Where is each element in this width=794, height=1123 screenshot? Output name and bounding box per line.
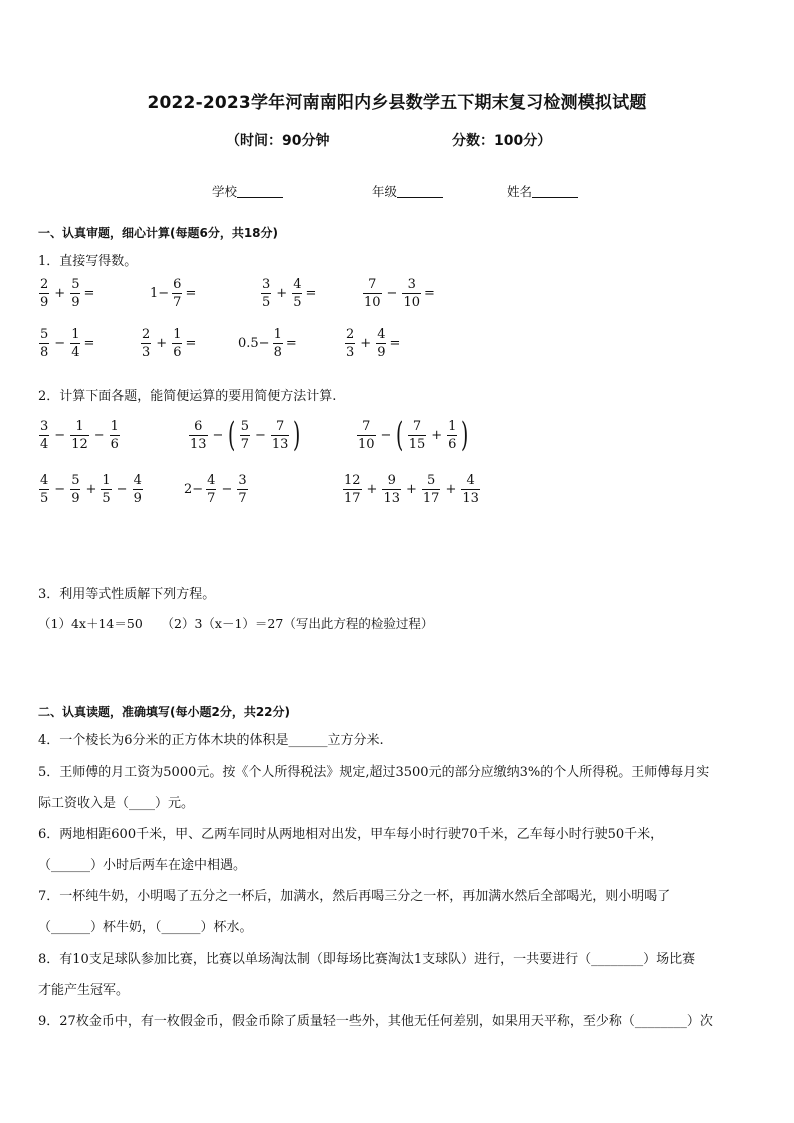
denominator: 6 <box>448 436 457 452</box>
numerator: 6 <box>173 277 182 292</box>
operator: + <box>366 482 378 497</box>
numerator: 4 <box>293 277 302 292</box>
question-2: 2．计算下面各题，能简便运算的要用简便方法计算. <box>38 389 337 404</box>
grade-field[interactable] <box>372 182 443 200</box>
numerator: 1 <box>102 473 111 488</box>
section-2-heading: 二、认真读题，准确填写(每小题2分，共22分) <box>38 705 291 719</box>
operator: − <box>54 482 66 497</box>
denominator: 6 <box>110 437 119 452</box>
denominator: 6 <box>173 345 182 360</box>
denominator: 10 <box>364 295 381 310</box>
denominator: 17 <box>422 491 440 506</box>
equals: = <box>83 286 95 301</box>
score-label: 分数：100分） <box>452 133 552 149</box>
fraction <box>172 328 182 359</box>
prefix: 2− <box>184 482 204 497</box>
q1-expr-h <box>344 328 400 359</box>
q1-expr-f <box>140 328 196 359</box>
denominator: 4 <box>40 437 49 452</box>
equals: = <box>185 336 197 351</box>
fraction <box>292 278 302 309</box>
numerator: 1 <box>273 327 282 342</box>
denominator: 5 <box>102 491 111 506</box>
q1-expr-b <box>150 278 196 309</box>
numerator: 3 <box>407 277 416 292</box>
numerator: 2 <box>346 327 355 342</box>
numerator: 3 <box>262 277 271 292</box>
operator: + <box>360 336 372 351</box>
operator: − <box>255 427 266 443</box>
denominator: 3 <box>142 345 151 360</box>
question-6-line-1: 6．两地相距600千米，甲、乙两车同时从两地相对出发，甲车每小时行驶70千米，乙车每小时行驶50千米， <box>38 827 664 842</box>
right-paren: ) <box>293 415 301 455</box>
section-1-heading: 一、认真审题，细心计算(每题6分，共18分) <box>38 226 279 240</box>
operator: + <box>85 482 97 497</box>
numerator: 4 <box>466 473 475 488</box>
operator: − <box>54 428 66 443</box>
question-4: 4．一个棱长为6分米的正方体木块的体积是______立方分米. <box>38 733 384 748</box>
page-title: 2022-2023学年河南南阳内乡县数学五下期末复习检测模拟试题 <box>147 93 647 113</box>
school-blank[interactable] <box>237 184 283 198</box>
denominator: 7 <box>207 491 216 506</box>
denominator: 9 <box>71 295 80 310</box>
denominator: 9 <box>377 345 386 360</box>
denominator: 15 <box>408 436 426 452</box>
denominator: 5 <box>40 491 49 506</box>
question-8-line-2: 才能产生冠军。 <box>38 983 130 998</box>
fraction <box>273 328 283 359</box>
operator: + <box>54 286 66 301</box>
grade-blank[interactable] <box>397 184 443 198</box>
denominator: 8 <box>40 345 49 360</box>
fraction <box>39 328 49 359</box>
right-paren: ) <box>461 415 469 455</box>
question-5-line-1: 5．王师傅的月工资为5000元。按《个人所得税法》规定,超过3500元的部分应缴纳3%的个人所得税。王师傅每月实 <box>38 765 710 780</box>
q2-expr-a <box>38 420 121 451</box>
equals: = <box>285 336 297 351</box>
denominator: 10 <box>403 295 420 310</box>
numerator: 1 <box>448 418 457 434</box>
fraction <box>70 278 80 309</box>
numerator: 5 <box>40 327 49 342</box>
denominator: 5 <box>293 295 302 310</box>
fraction <box>172 278 182 309</box>
q1-expr-g <box>238 328 297 359</box>
name-label: 姓名 <box>507 184 533 199</box>
left-paren: ( <box>396 415 404 455</box>
denominator: 3 <box>346 345 355 360</box>
question-3: 3．利用等式性质解下列方程。 <box>38 587 216 602</box>
name-field[interactable] <box>507 182 578 200</box>
denominator: 7 <box>240 436 249 452</box>
denominator: 13 <box>190 436 207 452</box>
denominator: 9 <box>71 491 80 506</box>
operator: − <box>221 482 233 497</box>
numerator: 5 <box>240 418 249 434</box>
fraction <box>363 278 382 309</box>
numerator: 6 <box>194 418 203 434</box>
denominator: 13 <box>271 436 289 452</box>
question-7-line-2: （______）杯牛奶，（______）杯水。 <box>38 920 253 935</box>
numerator: 1 <box>71 327 80 342</box>
question-6-line-2: （______）小时后两车在途中相遇。 <box>38 858 247 873</box>
operator: − <box>212 427 224 443</box>
denominator: 10 <box>358 436 375 452</box>
q2-expr-d <box>38 474 144 505</box>
numerator: 7 <box>362 418 371 434</box>
numerator: 1 <box>75 419 84 434</box>
numerator: 5 <box>71 473 80 488</box>
q2-expr-c <box>356 415 470 455</box>
denominator: 17 <box>344 491 361 506</box>
numerator: 4 <box>133 473 142 488</box>
time-label: （时间：90分钟 <box>226 133 330 149</box>
operator: + <box>276 286 288 301</box>
fraction <box>376 328 386 359</box>
numerator: 4 <box>207 473 216 488</box>
q1-expr-c <box>260 278 316 309</box>
numerator: 1 <box>110 419 119 434</box>
numerator: 7 <box>276 418 285 434</box>
fraction <box>70 328 80 359</box>
question-8-line-1: 8．有10支足球队参加比赛，比赛以单场淘汰制（即每场比赛淘汰1支球队）进行，一共要进行（________）场比赛 <box>38 952 696 967</box>
numerator: 3 <box>40 419 49 434</box>
numerator: 1 <box>173 327 182 342</box>
fraction <box>402 278 421 309</box>
denominator: 13 <box>462 491 479 506</box>
grade-label: 年级 <box>372 184 398 199</box>
numerator: 5 <box>71 277 80 292</box>
numerator: 7 <box>412 418 422 434</box>
operator: − <box>116 482 128 497</box>
denominator: 9 <box>133 491 142 506</box>
operator: + <box>406 482 417 497</box>
question-3-equations: （1）4x＋14＝50 （2）3（x－1）＝27（写出此方程的检验过程） <box>38 616 434 631</box>
name-blank[interactable] <box>532 184 578 198</box>
question-7-line-1: 7．一杯纯牛奶，小明喝了五分之一杯后，加满水，然后再喝三分之一杯，再加满水然后全部喝光，则小明喝了 <box>38 889 671 904</box>
denominator: 13 <box>383 491 400 506</box>
prefix: 1− <box>150 286 170 301</box>
denominator: 4 <box>71 345 80 360</box>
operator: + <box>445 482 457 497</box>
left-paren: ( <box>228 415 236 455</box>
numerator: 5 <box>427 473 436 488</box>
fraction <box>261 278 271 309</box>
question-1: 1．直接写得数。 <box>38 254 138 269</box>
operator: + <box>156 336 168 351</box>
q1-expr-e <box>38 328 94 359</box>
denominator: 7 <box>238 491 247 506</box>
numerator: 7 <box>368 277 377 292</box>
denominator: 12 <box>71 437 88 452</box>
equals: = <box>83 336 95 351</box>
q2-expr-e <box>184 474 249 505</box>
denominator: 7 <box>173 295 182 310</box>
equals: = <box>305 286 317 301</box>
numerator: 4 <box>40 473 49 488</box>
numerator: 12 <box>344 473 361 488</box>
school-label: 学校 <box>212 184 238 199</box>
denominator: 8 <box>273 345 282 360</box>
numerator: 4 <box>377 327 386 342</box>
operator: + <box>431 427 443 443</box>
denominator: 9 <box>40 295 49 310</box>
numerator: 3 <box>238 473 247 488</box>
denominator: 5 <box>262 295 271 310</box>
equals: = <box>424 286 435 301</box>
question-9: 9．27枚金币中，有一枚假金币，假金币除了质量轻一些外，其他无任何差别，如果用天平称，至少称（________）次 <box>38 1014 713 1029</box>
q1-expr-d <box>362 278 435 309</box>
operator: − <box>386 286 398 301</box>
equals: = <box>185 286 197 301</box>
fraction <box>39 278 49 309</box>
operator: − <box>54 336 66 351</box>
question-5-line-2: 际工资收入是（____）元。 <box>38 796 195 811</box>
q1-expr-a <box>38 278 94 309</box>
fraction <box>345 328 355 359</box>
operator: − <box>380 427 392 443</box>
equals: = <box>389 336 401 351</box>
school-field[interactable] <box>212 182 283 200</box>
prefix: 0.5− <box>238 336 270 351</box>
numerator: 2 <box>142 327 151 342</box>
fraction <box>141 328 151 359</box>
numerator: 2 <box>40 277 49 292</box>
operator: − <box>93 428 105 443</box>
q2-expr-f <box>342 474 481 505</box>
q2-expr-b <box>188 415 302 455</box>
numerator: 9 <box>387 473 396 488</box>
